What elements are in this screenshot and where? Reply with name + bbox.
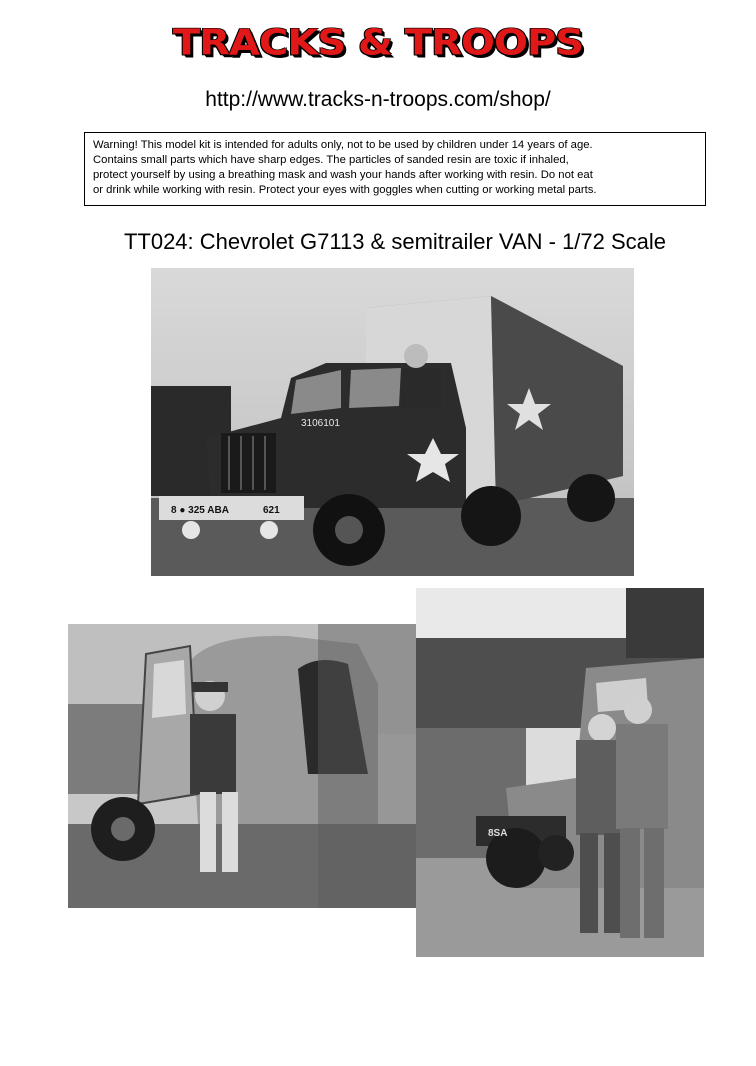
product-title: TT024: Chevrolet G7113 & semitrailer VAN - 1/72 Scale bbox=[123, 229, 667, 254]
shop-url[interactable]: http://www.tracks-n-troops.com/shop/ bbox=[205, 88, 551, 111]
truck-semitrailer-photo bbox=[151, 268, 634, 576]
warning-line: Warning! This model kit is intended for adults only, not to be used by children under 14 years of age. bbox=[93, 139, 593, 151]
warning-line: protect yourself by using a breathing mask and wash your hands after working with resin. Do not eat bbox=[93, 169, 593, 181]
truck-photo-drawing bbox=[151, 268, 634, 576]
warning-line: or drink while working with resin. Protect your eyes with goggles when cutting or working metal parts. bbox=[93, 184, 597, 196]
brand-logo: TRACKS & TROOPS bbox=[172, 22, 584, 64]
warning-box bbox=[84, 132, 706, 206]
plate-left: 8 ● 325 ABA bbox=[171, 505, 229, 516]
bumper-text: 8SA bbox=[488, 828, 508, 839]
hood-number: 3106101 bbox=[301, 418, 340, 429]
soldier-cab-photo bbox=[68, 624, 416, 908]
cab-photo-drawing bbox=[68, 624, 416, 908]
soldiers-photo-drawing bbox=[416, 588, 704, 957]
two-soldiers-photo bbox=[416, 588, 704, 957]
plate-right: 621 bbox=[263, 505, 280, 516]
warning-line: Contains small parts which have sharp edges. The particles of sanded resin are toxic if inhaled, bbox=[93, 154, 569, 166]
